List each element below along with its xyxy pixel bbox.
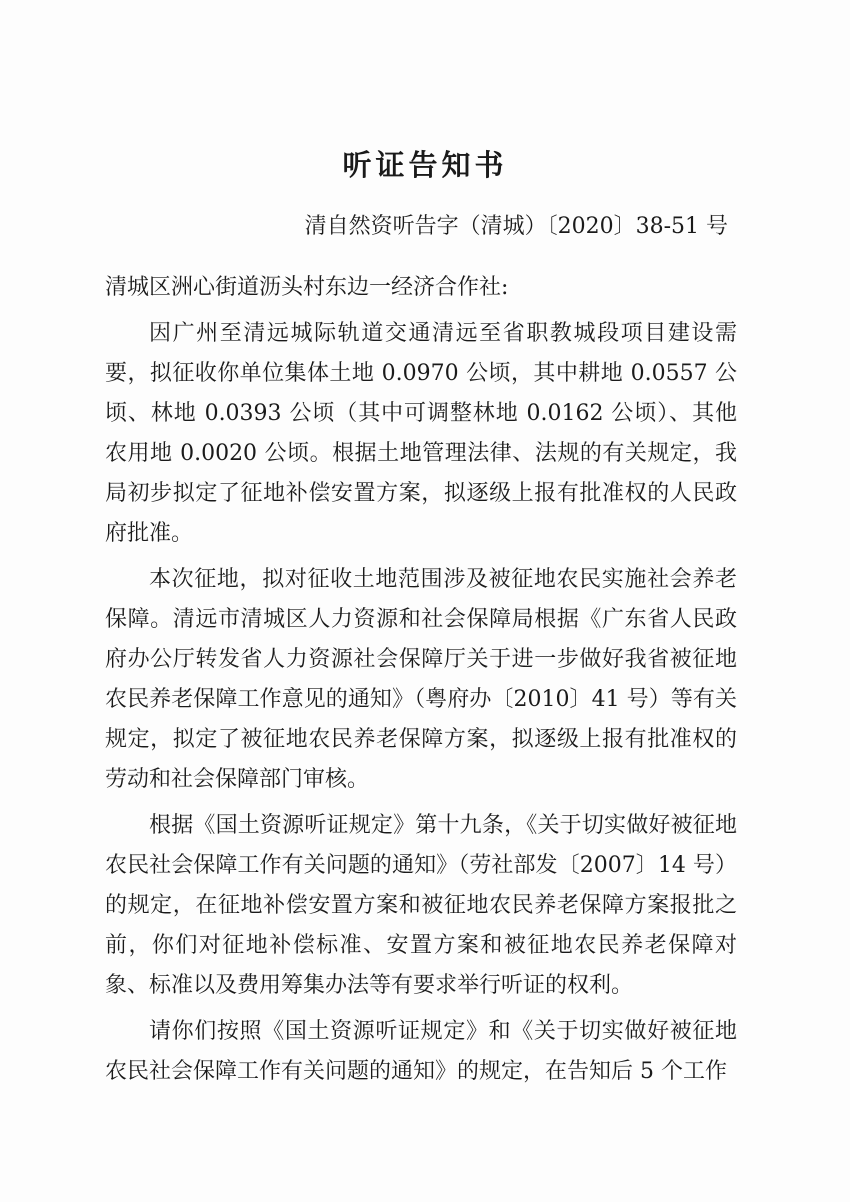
paragraph: 因广州至清远城际轨道交通清远至省职教城段项目建设需要，拟征收你单位集体土地 0.0970 公顷，其中耕地 0.0557 公顷、林地 0.0393 公顷（其中可调整林地 0.0162 公顷）、其他农用地 0.0020 公顷。根据土地管理法律、法规的有关规定，我局初步拟定了征地补偿安置方案，拟逐级上报有批准权的人民政府批准。 bbox=[105, 321, 737, 546]
addressee: 清城区洲心街道沥头村东边一经济合作社: bbox=[105, 275, 509, 300]
paragraph: 本次征地，拟对征收土地范围涉及被征地农民实施社会养老保障。清远市清城区人力资源和社会保障局根据《广东省人民政府办公厅转发省人力资源社会保障厅关于进一步做好我省被征地农民养老保障工作意见的通知》（粤府办〔2010〕41 号）等有关规定，拟定了被征地农民养老保障方案，拟逐级上报有批准权的劳动和社会保障部门审核。 bbox=[105, 567, 737, 792]
paragraph: 请你们按照《国土资源听证规定》和《关于切实做好被征地农民社会保障工作有关问题的通知》的规定，在告知后 5 个工作 bbox=[105, 1019, 737, 1084]
paragraph: 根据《国土资源听证规定》第十九条，《关于切实做好被征地农民社会保障工作有关问题的通知》（劳社部发〔2007〕14 号）的规定，在征地补偿安置方案和被征地农民养老保障方案报批之前，你们对征地补偿标准、安置方案和被征地农民养老保障对象、标准以及费用筹集办法等有要求举行听证的权利。 bbox=[105, 813, 737, 998]
document-body bbox=[105, 314, 737, 1098]
document-title: 听证告知书 bbox=[342, 148, 508, 182]
document-number: 清自然资听告字（清城）〔2020〕38-51 号 bbox=[304, 214, 728, 239]
